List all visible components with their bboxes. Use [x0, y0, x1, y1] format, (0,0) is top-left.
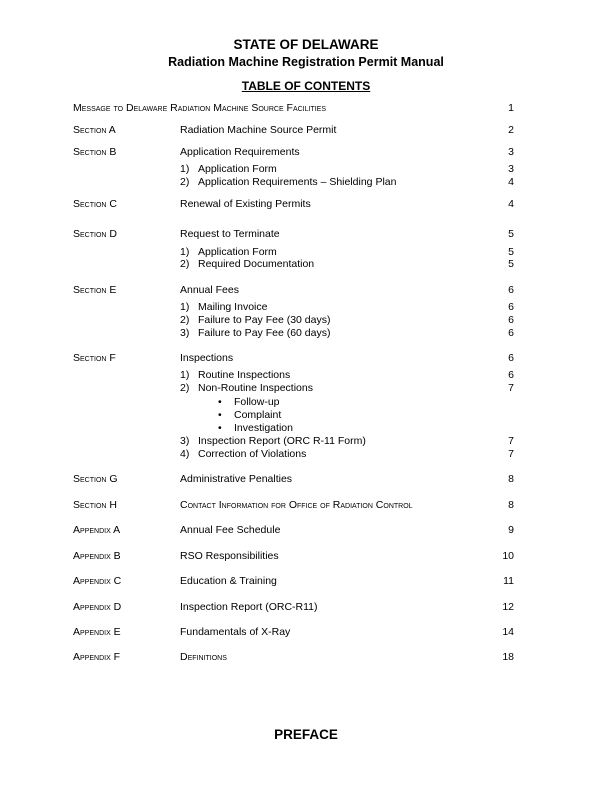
toc-page-number: 1: [508, 102, 514, 114]
bullet-icon: •: [218, 422, 222, 434]
bullet-icon: •: [218, 396, 222, 408]
toc-subentry[interactable]: 1) Routine Inspections: [180, 369, 291, 381]
toc-page-number: 2: [508, 124, 514, 136]
toc-section-label: Appendix B: [73, 550, 121, 562]
toc-page-number: 6: [508, 352, 514, 364]
toc-section-label: Section G: [73, 473, 118, 485]
toc-subentry[interactable]: 2) Required Documentation: [180, 258, 315, 270]
toc-section-title: Contact Information for Office of Radiation Control: [180, 499, 413, 511]
manual-title: Radiation Machine Registration Permit Manual: [168, 55, 444, 69]
toc-section-label: Section H: [73, 499, 117, 511]
toc-section-label: Appendix D: [73, 601, 122, 613]
toc-section-title: Education & Training: [180, 575, 277, 587]
toc-page-number: 4: [508, 198, 514, 210]
toc-bullet-item[interactable]: • Investigation: [218, 422, 293, 434]
toc-section-label: Section B: [73, 146, 117, 158]
toc-section-label: Section D: [73, 228, 117, 240]
toc-subentry[interactable]: 2) Failure to Pay Fee (30 days): [180, 314, 331, 326]
toc-section-title: Inspections: [180, 352, 234, 364]
toc-section-title: Annual Fees: [180, 284, 239, 296]
toc-subentry[interactable]: 3) Failure to Pay Fee (60 days): [180, 327, 331, 339]
toc-heading: TABLE OF CONTENTS: [241, 79, 371, 93]
toc-page-number: 6: [508, 301, 514, 313]
toc-page-number: 14: [502, 626, 514, 638]
toc-subentry[interactable]: 1) Application Form: [180, 163, 277, 175]
toc-bullet-item[interactable]: • Complaint: [218, 409, 282, 421]
toc-page-number: 6: [508, 284, 514, 296]
toc-subentry[interactable]: 1) Mailing Invoice: [180, 301, 268, 313]
toc-section-title: Request to Terminate: [180, 228, 280, 240]
toc-bullet-item[interactable]: • Follow-up: [218, 396, 280, 408]
toc-section-title: Fundamentals of X-Ray: [180, 626, 291, 638]
toc-page-number: 8: [508, 473, 514, 485]
toc-section-title: Annual Fee Schedule: [180, 524, 281, 536]
toc-section-label: Appendix C: [73, 575, 122, 587]
toc-page-number: 7: [508, 435, 514, 447]
toc-subentry[interactable]: 4) Correction of Violations: [180, 448, 307, 460]
toc-section-title: Renewal of Existing Permits: [180, 198, 311, 210]
toc-page-number: 5: [508, 258, 514, 270]
toc-page-number: 10: [502, 550, 514, 562]
page-title-state: STATE OF DELAWARE: [233, 37, 379, 52]
toc-subentry[interactable]: 2) Application Requirements – Shielding Plan: [180, 176, 397, 188]
toc-page-number: 3: [508, 163, 514, 175]
toc-page-number: 18: [502, 651, 514, 663]
toc-section-label: Appendix E: [73, 626, 121, 638]
toc-section-title: Definitions: [180, 651, 227, 663]
toc-page-number: 9: [508, 524, 514, 536]
toc-section-title: Administrative Penalties: [180, 473, 293, 485]
toc-section-label: Section F: [73, 352, 116, 364]
toc-message-text: Message to Delaware Radiation Machine Source Facilities: [73, 102, 327, 114]
toc-section-label: Section E: [73, 284, 117, 296]
toc-section-title: Inspection Report (ORC-R11): [180, 601, 318, 613]
toc-section-title: Radiation Machine Source Permit: [180, 124, 337, 136]
toc-page-number: 8: [508, 499, 514, 511]
toc-section-label: Section A: [73, 124, 116, 136]
toc-page-number: 7: [508, 448, 514, 460]
toc-page-number: 5: [508, 246, 514, 258]
toc-page-number: 4: [508, 176, 514, 188]
toc-page-number: 12: [502, 601, 514, 613]
toc-subentry[interactable]: 1) Application Form: [180, 246, 277, 258]
toc-page-number: 7: [508, 382, 514, 394]
toc-page-number: 6: [508, 314, 514, 326]
toc-section-label: Appendix F: [73, 651, 121, 663]
toc-subentry[interactable]: 3) Inspection Report (ORC R-11 Form): [180, 435, 366, 447]
preface-heading: PREFACE: [274, 727, 338, 742]
toc-section-label: Appendix A: [73, 524, 121, 536]
toc-subentry[interactable]: 2) Non-Routine Inspections: [180, 382, 313, 394]
toc-section-label: Section C: [73, 198, 117, 210]
toc-section-title: Application Requirements: [180, 146, 300, 158]
toc-section-title: RSO Responsibilities: [180, 550, 279, 562]
toc-page-number: 6: [508, 327, 514, 339]
toc-page-number: 3: [508, 146, 514, 158]
bullet-icon: •: [218, 409, 222, 421]
toc-page-number: 11: [503, 575, 514, 587]
toc-page-number: 5: [508, 228, 514, 240]
toc-page-number: 6: [508, 369, 514, 381]
